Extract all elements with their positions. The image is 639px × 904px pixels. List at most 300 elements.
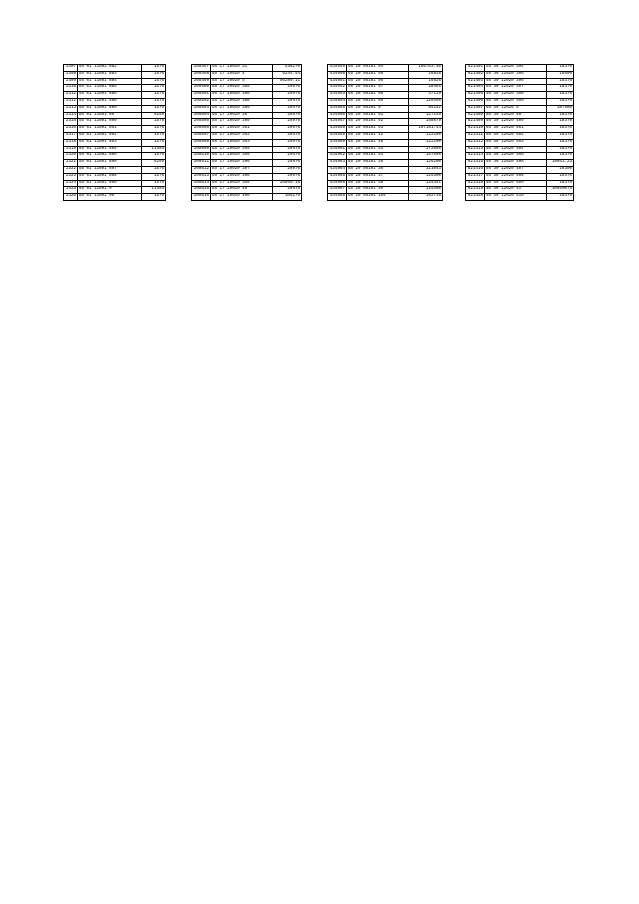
- table-row: [466, 126, 574, 133]
- row-value-cell: 28465: [409, 85, 443, 92]
- table-row: [192, 112, 302, 119]
- row-value-cell: 438270: [273, 65, 302, 72]
- row-code-cell: 55 20 05101 98: [347, 92, 409, 99]
- row-value-cell: 1576: [142, 98, 166, 105]
- row-id-cell: 434964: [328, 166, 347, 173]
- row-value-cell: 18370: [547, 92, 574, 99]
- table-row: [64, 160, 166, 167]
- row-id-cell: 2325: [64, 187, 78, 194]
- row-value-cell: 1576: [142, 126, 166, 133]
- table-block-2: [191, 64, 302, 201]
- row-id-cell: 621407: [466, 105, 485, 112]
- row-value-cell: 29976: [273, 98, 302, 105]
- row-id-cell: 2319: [64, 146, 78, 153]
- row-id-cell: 208497: [192, 65, 211, 72]
- table-row: [192, 126, 302, 133]
- table-row: [192, 160, 302, 167]
- row-code-cell: 55 17 29020 40: [211, 187, 273, 194]
- row-code-cell: 55 30 12020 397: [485, 85, 547, 92]
- row-code-cell: 55 17 29020 388: [211, 98, 273, 105]
- table-row: [64, 98, 166, 105]
- table-row: [466, 105, 574, 112]
- row-code-cell: 55 01 11601 891: [78, 126, 142, 133]
- row-id-cell: 208516: [192, 194, 211, 201]
- row-id-cell: 621401: [466, 65, 485, 72]
- row-value-cell: 18370: [547, 153, 574, 160]
- table-row: [328, 153, 443, 160]
- row-code-cell: 55 17 29020 399: [211, 180, 273, 187]
- row-id-cell: 2326: [64, 194, 78, 201]
- row-value-cell: 29976: [273, 132, 302, 139]
- row-value-cell: 1576: [142, 153, 166, 160]
- row-id-cell: 621409: [466, 119, 485, 126]
- row-code-cell: 55 01 11601 885: [78, 85, 142, 92]
- row-code-cell: 55 20 05101 39: [347, 187, 409, 194]
- row-id-cell: 2322: [64, 166, 78, 173]
- row-code-cell: 55 20 05101 35: [347, 160, 409, 167]
- row-code-cell: 55 20 05101 94: [347, 65, 409, 72]
- row-value-cell: 29976: [273, 153, 302, 160]
- row-code-cell: 55 01 11601 899: [78, 180, 142, 187]
- table-row: [328, 71, 443, 78]
- table-row: [466, 92, 574, 99]
- data-table-4: [465, 64, 574, 201]
- row-value-cell: 29976: [273, 119, 302, 126]
- table-row: [64, 92, 166, 99]
- row-value-cell: 26050.16: [273, 180, 302, 187]
- data-table-1: [63, 64, 166, 201]
- row-code-cell: 55 20 05101 93: [347, 126, 409, 133]
- row-value-cell: 107161.44: [409, 126, 443, 133]
- row-value-cell: 158879: [409, 119, 443, 126]
- row-code-cell: 55 17 29020 389: [211, 105, 273, 112]
- row-id-cell: 208500: [192, 85, 211, 92]
- row-value-cell: 1576: [142, 180, 166, 187]
- table-row: [466, 71, 574, 78]
- data-table-2: [191, 64, 302, 201]
- row-value-cell: 11355: [142, 146, 166, 153]
- row-value-cell: 1576: [142, 132, 166, 139]
- table-row: [466, 98, 574, 105]
- table-row: [328, 194, 443, 201]
- table-row: [64, 126, 166, 133]
- row-id-cell: 621415: [466, 160, 485, 167]
- row-value-cell: 18300: [547, 166, 574, 173]
- row-code-cell: 55 30 12020 399: [485, 98, 547, 105]
- table-row: [192, 139, 302, 146]
- table-row: [192, 119, 302, 126]
- row-id-cell: 621419: [466, 187, 485, 194]
- row-id-cell: 208503: [192, 105, 211, 112]
- row-value-cell: 126200: [409, 160, 443, 167]
- row-code-cell: 55 30 12020 4: [485, 105, 547, 112]
- row-code-cell: 55 30 12020 398: [485, 92, 547, 99]
- row-id-cell: 208505: [192, 119, 211, 126]
- row-value-cell: 84152: [409, 105, 443, 112]
- table-row: [328, 180, 443, 187]
- row-value-cell: 105763.56: [409, 65, 443, 72]
- row-id-cell: 434965: [328, 173, 347, 180]
- row-code-cell: 55 30 12020 394: [485, 65, 547, 72]
- row-value-cell: 1576: [142, 78, 166, 85]
- row-value-cell: 29976: [273, 85, 302, 92]
- row-code-cell: 55 01 11601 883: [78, 71, 142, 78]
- table-row: [192, 78, 302, 85]
- row-id-cell: 621413: [466, 146, 485, 153]
- table-row: [192, 194, 302, 201]
- row-code-cell: 55 01 11601 890: [78, 119, 142, 126]
- row-code-cell: 55 17 29020 395: [211, 153, 273, 160]
- table-row: [328, 78, 443, 85]
- table-row: [466, 78, 574, 85]
- row-id-cell: 621412: [466, 139, 485, 146]
- row-id-cell: 434953: [328, 92, 347, 99]
- row-id-cell: 2309: [64, 78, 78, 85]
- row-code-cell: 55 17 29020 39: [211, 112, 273, 119]
- row-id-cell: 2317: [64, 132, 78, 139]
- table-block-4: [465, 64, 574, 201]
- row-value-cell: 5259: [142, 112, 166, 119]
- table-row: [466, 139, 574, 146]
- row-id-cell: 621403: [466, 78, 485, 85]
- row-code-cell: 55 30 12020 40: [485, 112, 547, 119]
- row-code-cell: 55 20 05101 9: [347, 105, 409, 112]
- row-code-cell: 55 30 12020 404: [485, 146, 547, 153]
- row-id-cell: 208506: [192, 126, 211, 133]
- row-code-cell: 55 17 29020 31: [211, 65, 273, 72]
- row-value-cell: 111043: [409, 166, 443, 173]
- row-value-cell: 18951.23: [547, 160, 574, 167]
- row-code-cell: 55 30 12020 410: [485, 194, 547, 201]
- row-value-cell: 162716: [409, 194, 443, 201]
- row-id-cell: 434962: [328, 153, 347, 160]
- table-body-3: [328, 65, 443, 201]
- table-row: [466, 166, 574, 173]
- row-code-cell: 55 20 05101 95: [347, 71, 409, 78]
- row-code-cell: 55 17 29020 385: [211, 85, 273, 92]
- row-code-cell: 55 30 12020 41: [485, 187, 547, 194]
- row-id-cell: 208509: [192, 146, 211, 153]
- table-row: [64, 105, 166, 112]
- table-row: [466, 153, 574, 160]
- row-value-cell: 56280.11: [273, 78, 302, 85]
- row-value-cell: 10950075: [547, 187, 574, 194]
- row-id-cell: 434955: [328, 105, 347, 112]
- table-row: [192, 166, 302, 173]
- table-row: [328, 65, 443, 72]
- row-code-cell: 55 01 11601 893: [78, 139, 142, 146]
- row-value-cell: 122100: [409, 132, 443, 139]
- table-row: [466, 65, 574, 72]
- row-code-cell: 55 01 11601 892: [78, 132, 142, 139]
- row-value-cell: 172595: [409, 146, 443, 153]
- row-value-cell: 16600: [547, 71, 574, 78]
- row-id-cell: 621406: [466, 98, 485, 105]
- table-row: [328, 132, 443, 139]
- table-row: [64, 153, 166, 160]
- table-body-1: [64, 65, 166, 201]
- row-code-cell: 55 30 12020 401: [485, 126, 547, 133]
- table-row: [192, 180, 302, 187]
- row-value-cell: 29976: [273, 173, 302, 180]
- table-row: [328, 98, 443, 105]
- row-value-cell: 115300: [409, 187, 443, 194]
- row-value-cell: 124441: [409, 180, 443, 187]
- row-code-cell: 55 20 05101 99: [347, 98, 409, 105]
- row-id-cell: 208515: [192, 187, 211, 194]
- table-row: [328, 139, 443, 146]
- row-code-cell: 55 17 29020 394: [211, 146, 273, 153]
- row-value-cell: 29976: [273, 92, 302, 99]
- row-id-cell: 434961: [328, 146, 347, 153]
- table-row: [64, 166, 166, 173]
- row-id-cell: 434957: [328, 119, 347, 126]
- row-code-cell: 55 30 12020 395: [485, 71, 547, 78]
- row-code-cell: 55 01 11601 89: [78, 112, 142, 119]
- row-value-cell: 18370: [547, 126, 574, 133]
- row-value-cell: 29976: [273, 139, 302, 146]
- table-row: [192, 98, 302, 105]
- row-id-cell: 621411: [466, 132, 485, 139]
- row-code-cell: 55 30 12020 402: [485, 132, 547, 139]
- row-id-cell: 208499: [192, 78, 211, 85]
- row-id-cell: 2323: [64, 173, 78, 180]
- row-code-cell: 55 17 29020 390: [211, 119, 273, 126]
- row-code-cell: 55 30 12020 408: [485, 173, 547, 180]
- row-code-cell: 55 30 12020 403: [485, 139, 547, 146]
- row-id-cell: 208498: [192, 71, 211, 78]
- row-value-cell: 11355: [142, 187, 166, 194]
- table-row: [64, 78, 166, 85]
- table-row: [192, 187, 302, 194]
- row-code-cell: 55 30 12020 400: [485, 119, 547, 126]
- row-value-cell: 1576: [142, 139, 166, 146]
- row-code-cell: 55 17 29020 393: [211, 139, 273, 146]
- row-value-cell: 18370: [547, 112, 574, 119]
- table-row: [192, 146, 302, 153]
- row-value-cell: 29976: [273, 105, 302, 112]
- table-row: [192, 105, 302, 112]
- row-id-cell: 2310: [64, 85, 78, 92]
- row-value-cell: 29976: [273, 126, 302, 133]
- row-value-cell: 18370: [547, 65, 574, 72]
- row-code-cell: 55 17 29020 398: [211, 173, 273, 180]
- row-code-cell: 55 20 05101 91: [347, 112, 409, 119]
- row-value-cell: 1576: [142, 65, 166, 72]
- table-row: [328, 105, 443, 112]
- table-row: [192, 153, 302, 160]
- data-table-3: [327, 64, 443, 201]
- table-row: [328, 146, 443, 153]
- row-code-cell: 55 01 11601 898: [78, 173, 142, 180]
- row-code-cell: 55 30 12020 407: [485, 166, 547, 173]
- row-value-cell: 18370: [547, 173, 574, 180]
- table-row: [64, 119, 166, 126]
- row-id-cell: 434958: [328, 126, 347, 133]
- row-id-cell: 621405: [466, 92, 485, 99]
- row-id-cell: 621408: [466, 112, 485, 119]
- table-row: [466, 173, 574, 180]
- row-code-cell: 55 17 29020 400: [211, 194, 273, 201]
- row-code-cell: 55 20 05101 104: [347, 194, 409, 201]
- table-block-3: [327, 64, 443, 201]
- row-id-cell: 2321: [64, 160, 78, 167]
- table-row: [64, 132, 166, 139]
- row-value-cell: 125300: [409, 173, 443, 180]
- table-block-1: [63, 64, 166, 201]
- row-id-cell: 2313: [64, 105, 78, 112]
- table-row: [64, 146, 166, 153]
- row-id-cell: 208502: [192, 98, 211, 105]
- table-row: [192, 132, 302, 139]
- row-id-cell: 2320: [64, 153, 78, 160]
- table-row: [64, 71, 166, 78]
- table-row: [466, 132, 574, 139]
- row-value-cell: 29976: [273, 187, 302, 194]
- table-row: [466, 180, 574, 187]
- row-id-cell: 208513: [192, 173, 211, 180]
- table-row: [328, 85, 443, 92]
- table-row: [466, 112, 574, 119]
- row-value-cell: 18370: [547, 119, 574, 126]
- table-row: [192, 65, 302, 72]
- row-value-cell: 18370: [547, 194, 574, 201]
- row-code-cell: 55 20 05101 97: [347, 85, 409, 92]
- row-code-cell: 55 20 05101 33: [347, 146, 409, 153]
- row-value-cell: 157590: [409, 153, 443, 160]
- row-value-cell: 1576: [142, 92, 166, 99]
- row-id-cell: 208507: [192, 132, 211, 139]
- row-code-cell: 55 01 11601 897: [78, 166, 142, 173]
- row-value-cell: 1576: [142, 71, 166, 78]
- row-code-cell: 55 01 11601 884: [78, 78, 142, 85]
- row-id-cell: 208504: [192, 112, 211, 119]
- row-code-cell: 55 17 29020 396: [211, 160, 273, 167]
- row-id-cell: 434959: [328, 132, 347, 139]
- table-row: [64, 187, 166, 194]
- row-code-cell: 55 17 29020 5: [211, 78, 273, 85]
- row-id-cell: 621414: [466, 153, 485, 160]
- row-value-cell: 1576: [142, 194, 166, 201]
- table-row: [64, 65, 166, 72]
- row-value-cell: 18370: [547, 78, 574, 85]
- row-value-cell: 5244.44: [273, 71, 302, 78]
- table-row: [64, 139, 166, 146]
- table-row: [466, 160, 574, 167]
- row-id-cell: 621418: [466, 180, 485, 187]
- row-code-cell: 55 01 11601 90: [78, 194, 142, 201]
- table-row: [192, 71, 302, 78]
- table-row: [466, 146, 574, 153]
- row-id-cell: 621410: [466, 126, 485, 133]
- row-id-cell: 2315: [64, 119, 78, 126]
- row-code-cell: 55 30 12020 396: [485, 78, 547, 85]
- row-code-cell: 55 01 11601 896: [78, 160, 142, 167]
- row-code-cell: 55 20 05101 92: [347, 119, 409, 126]
- row-code-cell: 55 17 29020 392: [211, 132, 273, 139]
- table-row: [328, 166, 443, 173]
- row-id-cell: 434951: [328, 78, 347, 85]
- row-id-cell: 2308: [64, 71, 78, 78]
- row-id-cell: 621416: [466, 166, 485, 173]
- row-value-cell: 47119: [409, 92, 443, 99]
- row-code-cell: 55 17 29020 386: [211, 92, 273, 99]
- row-id-cell: 2311: [64, 92, 78, 99]
- row-value-cell: 18370: [547, 146, 574, 153]
- row-id-cell: 208511: [192, 160, 211, 167]
- row-code-cell: 55 17 29020 4: [211, 71, 273, 78]
- row-value-cell: 29976: [273, 166, 302, 173]
- row-code-cell: 55 30 12020 405: [485, 153, 547, 160]
- table-row: [328, 112, 443, 119]
- row-code-cell: 55 20 05101 37: [347, 173, 409, 180]
- row-id-cell: 434968: [328, 194, 347, 201]
- row-id-cell: 208508: [192, 139, 211, 146]
- row-code-cell: 55 17 29020 397: [211, 166, 273, 173]
- row-id-cell: 434956: [328, 112, 347, 119]
- row-value-cell: 106276: [273, 194, 302, 201]
- row-code-cell: 55 20 05101 40: [347, 139, 409, 146]
- table-body-2: [192, 65, 302, 201]
- row-id-cell: 434967: [328, 187, 347, 194]
- row-code-cell: 55 20 05101 96: [347, 78, 409, 85]
- row-value-cell: 122100: [409, 139, 443, 146]
- table-row: [466, 85, 574, 92]
- table-row: [466, 194, 574, 201]
- row-id-cell: 208512: [192, 166, 211, 173]
- row-value-cell: 18370: [547, 98, 574, 105]
- table-row: [192, 92, 302, 99]
- row-value-cell: 1576: [142, 173, 166, 180]
- row-value-cell: 1576: [142, 166, 166, 173]
- row-value-cell: 127145: [409, 112, 443, 119]
- table-row: [192, 173, 302, 180]
- row-value-cell: 16826: [409, 78, 443, 85]
- row-value-cell: 16826: [409, 71, 443, 78]
- row-code-cell: 55 01 11601 894: [78, 146, 142, 153]
- table-row: [64, 173, 166, 180]
- row-id-cell: 2312: [64, 98, 78, 105]
- row-value-cell: 18370: [547, 180, 574, 187]
- row-id-cell: 208514: [192, 180, 211, 187]
- row-id-cell: 621420: [466, 194, 485, 201]
- row-id-cell: 2318: [64, 139, 78, 146]
- row-id-cell: 434954: [328, 98, 347, 105]
- table-row: [64, 85, 166, 92]
- row-code-cell: 55 30 12020 409: [485, 180, 547, 187]
- row-id-cell: 434966: [328, 180, 347, 187]
- row-id-cell: 621417: [466, 173, 485, 180]
- row-value-cell: 18370: [547, 85, 574, 92]
- row-id-cell: 208510: [192, 153, 211, 160]
- row-id-cell: 208501: [192, 92, 211, 99]
- table-row: [328, 160, 443, 167]
- row-code-cell: 55 01 11601 882: [78, 65, 142, 72]
- table-row: [466, 119, 574, 126]
- row-id-cell: 434949: [328, 65, 347, 72]
- row-code-cell: 55 01 11601 9: [78, 187, 142, 194]
- row-code-cell: 55 01 11601 888: [78, 98, 142, 105]
- table-row: [328, 119, 443, 126]
- row-value-cell: 120360: [409, 98, 443, 105]
- table-row: [328, 173, 443, 180]
- row-value-cell: 5259: [142, 160, 166, 167]
- row-code-cell: 55 20 05101 38: [347, 180, 409, 187]
- row-code-cell: 55 20 05101 36: [347, 166, 409, 173]
- row-value-cell: 1576: [142, 119, 166, 126]
- row-id-cell: 434952: [328, 85, 347, 92]
- table-row: [64, 180, 166, 187]
